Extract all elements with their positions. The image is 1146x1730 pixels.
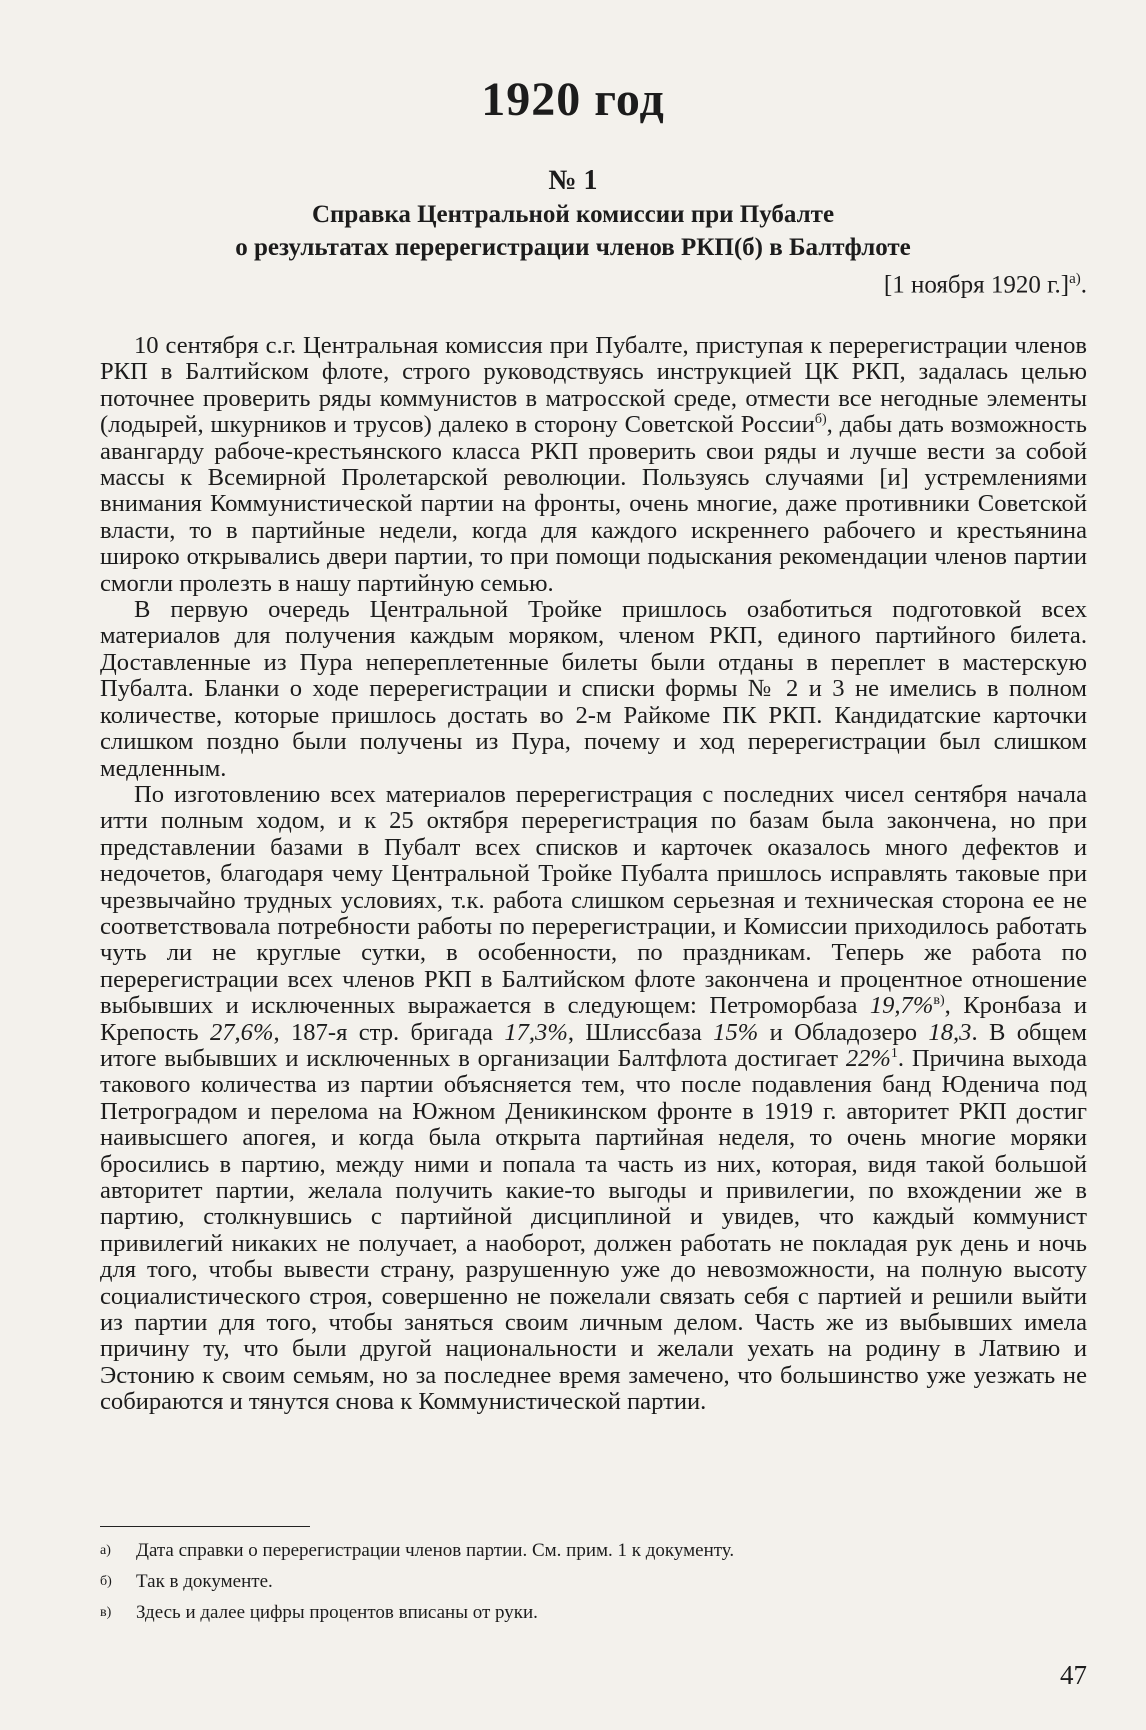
- footnote: $^{а)}$ Дата справки о перерегистрации членов партии. См. прим. 1 к документу.: [100, 1540, 735, 1561]
- percent-brigade: 17,3%: [504, 1018, 568, 1046]
- percent-shlissbaza: 15%: [713, 1018, 759, 1046]
- footnote-mark-v: в): [933, 992, 945, 1008]
- page-number: 47: [1060, 1660, 1087, 1690]
- percent-total: 22%: [845, 1044, 891, 1072]
- footnote-mark-1: 1: [890, 1045, 898, 1061]
- footnote-mark-b: б): [814, 412, 827, 428]
- paragraph-2: В первую очередь Центральной Тройке пришлось озаботиться подготовкой всех материалов для получения каждым моряком, членом РКП, единого партийного билета. Доставленные из Пура непереплетенные билеты были отданы в переплет в мастерскую Пубалта. Бланки о ходе перерегистрации и списки формы № 2 и 3 не имелись в полном количестве, которые пришлось достать во 2-м Райкоме ПК РКП. Кандидатские карточки слишком поздно были получены из Пура, почему и ход перерегистрации был слишком медленным.: [100, 596, 1087, 782]
- document-title: [0, 198, 1146, 264]
- document-body: [100, 333, 1087, 1416]
- year-heading: 1920 год: [481, 73, 665, 126]
- title-line-2: о результатах перерегистрации членов РКП(б) в Балтфлоте: [235, 234, 911, 261]
- document-number: № 1: [548, 165, 598, 196]
- date-text: [1 ноября 1920 г.]: [883, 271, 1070, 299]
- paragraph-1: 10 сентября с.г. Центральная комиссия при Пубалте, приступая к перерегистрации членов РКП в Балтийском флоте, строго руководствуясь инструкцией ЦК РКП, задалась целью поточнее проверить ряды коммунистов в матросской среде, отмести все негодные элементы (лодырей, шкурников и трусов) далеко в сторону Советской России$^{б)}$, дабы дать возможность авангарду рабоче-крестьянского класса РКП проверить свои ряды и лучше вести за собой массы к Всемирной Пролетарской революции. Пользуясь случаями [и] устремлениями внимания Коммунистической партии на фронты, очень многие, даже противники Советской власти, то в партийные недели, когда для каждого искреннего рабочего и крестьянина широко открывались двери партии, то при помощи подыскания рекомендации членов партии смогли пролезть в нашу партийную семью.: [100, 332, 1087, 597]
- percent-obladozero: 18,3: [928, 1018, 972, 1046]
- title-line-1: Справка Центральной комиссии при Пубалте: [311, 201, 835, 228]
- footnote: $^{б)}$ Так в документе.: [100, 1570, 273, 1592]
- percent-kronbaza: 27,6%: [209, 1018, 274, 1046]
- footnotes: [100, 1538, 1087, 1630]
- date-footnote-mark: а): [1069, 271, 1081, 287]
- footnote-divider: [100, 1526, 310, 1527]
- document-date: [1 ноября 1920 г.]$^{а)}$.: [883, 271, 1087, 299]
- paragraph-3: По изготовлению всех материалов перерегистрация с последних чисел сентября начала итти полным ходом, и к 25 октября перерегистрация по базам была закончена, но при представлении базами в Пубалт всех списков и карточек оказалось много дефектов и недочетов, благодаря чему Центральной Тройке Пубалта пришлось исправлять таковые при чрезвычайно трудных условиях, т.к. работа слишком серьезная и техническая сторона ее не соответствовала потребности работы по перерегистрации, и Комиссии приходилось работать чуть ли не круглые сутки, в особенности, по праздникам. Теперь же работа по перерегистрации всех членов РКП в Балтийском флоте закончена и процентное отношение выбывших и исключенных выражается в следующем: Петроморбаза 19,7%$^{в)}$, Кронбаза и Крепость 27,6%, 187-я стр. бригада 17,3%, Шлиссбаза 15% и Обладозеро 18,3. В общем итоге выбывших и исключенных в организации Балтфлота достигает 22%$^1$. Причина выхода такового количества из партии объясняется тем, что после подавления банд Юденича под Петроградом и перелома на Южном Деникинском фронте в 1919 г. авторитет РКП достиг наивысшего апогея, и когда была открыта партийная неделя, то очень многие моряки бросились в партию, между ними и попала та часть из них, которая, видя такой большой авторитет партии, желала получить какие-то выгоды и привилегии, по вхождении же в партию, столкнувшись с партийной дисциплиной и увидев, что каждый коммунист привилегий никаких не получает, а наоборот, должен работать не покладая рук день и ночь для того, чтобы вывести страну, разрушенную уже до невозможности, на полную высоту социалистического строя, совершенно не пожелали связать себя с партией и решили выйти из партии для того, чтобы заняться своим личным делом. Часть же из выбывших имела причину ту, что были другой национальности и желали уехать на родину в Латвию и Эстонию к своим семьям, но за последнее время замечено, что большинство уже уезжать не собираются и тянутся снова к Коммунистической партии.: [100, 780, 1087, 1416]
- percent-petromorbaza: 19,7%: [869, 992, 934, 1020]
- footnote: $^{в)}$ Здесь и далее цифры процентов вписаны от руки.: [100, 1601, 538, 1623]
